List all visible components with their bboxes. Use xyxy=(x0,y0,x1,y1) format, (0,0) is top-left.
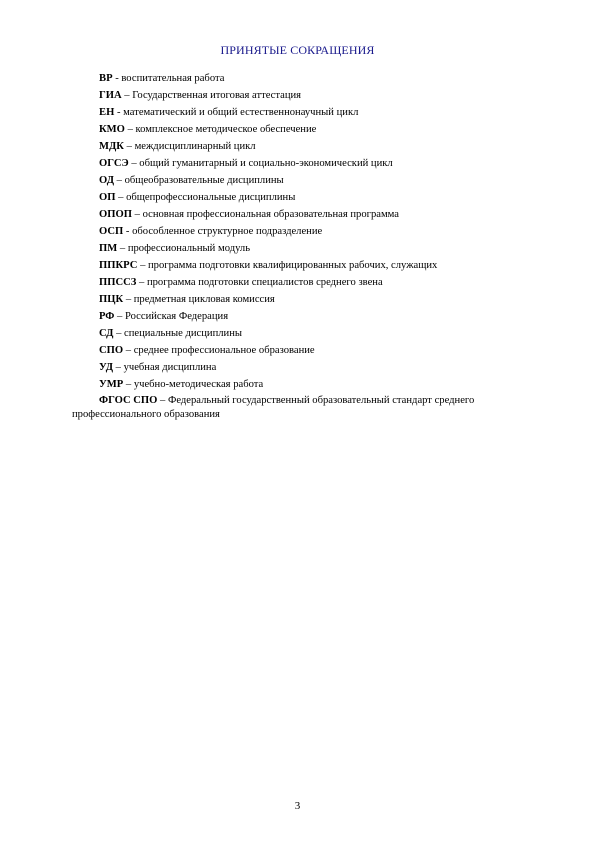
abbreviation-definition: обособленное структурное подразделение xyxy=(132,226,323,237)
abbreviation-term: МДК xyxy=(99,141,124,152)
abbreviation-separator: – xyxy=(137,260,149,271)
abbreviation-separator: – xyxy=(123,294,134,305)
abbreviation-term: ППКРС xyxy=(99,260,138,271)
abbreviation-separator: – xyxy=(117,243,128,254)
abbreviation-item xyxy=(99,291,539,308)
abbreviation-term: ПМ xyxy=(99,243,118,254)
abbreviation-term: ОПОП xyxy=(99,209,132,220)
abbreviation-term: ППССЗ xyxy=(99,277,137,288)
abbreviation-item xyxy=(99,87,539,104)
abbreviation-definition: специальные дисциплины xyxy=(124,328,242,339)
abbreviation-item xyxy=(99,206,539,223)
abbreviation-separator: – xyxy=(114,311,125,322)
page-number: 3 xyxy=(294,800,301,812)
abbreviation-item xyxy=(99,325,539,342)
abbreviation-separator: – xyxy=(114,175,125,186)
abbreviation-term: УД xyxy=(99,362,113,373)
abbreviation-separator: – xyxy=(157,395,168,406)
abbreviation-separator: - xyxy=(114,107,124,118)
abbreviation-definition: программа подготовки квалифицированных рабочих, служащих xyxy=(148,260,438,271)
abbreviation-term: СПО xyxy=(99,345,124,356)
abbreviation-term: ОП xyxy=(99,192,116,203)
abbreviation-item xyxy=(99,104,539,121)
abbreviation-item xyxy=(99,257,539,274)
abbreviation-separator: – xyxy=(136,277,147,288)
abbreviation-list xyxy=(99,70,539,393)
abbreviation-definition: среднее профессиональное образование xyxy=(133,345,315,356)
abbreviation-term: ГИА xyxy=(99,90,122,101)
abbreviation-definition: учебная дисциплина xyxy=(123,362,217,373)
abbreviation-item xyxy=(99,359,539,376)
abbreviation-term: ВР xyxy=(99,73,113,84)
abbreviation-term: ОГСЭ xyxy=(99,158,129,169)
abbreviation-definition: междисциплинарный цикл xyxy=(134,141,256,152)
abbreviation-term: СД xyxy=(99,328,114,339)
abbreviation-item xyxy=(99,240,539,257)
abbreviation-separator: – xyxy=(115,192,127,203)
abbreviation-item xyxy=(99,189,539,206)
page-title: ПРИНЯТЫЕ СОКРАЩЕНИЯ xyxy=(220,43,375,57)
abbreviation-definition: предметная цикловая комиссия xyxy=(133,294,275,305)
abbreviation-definition: комплексное методическое обеспечение xyxy=(135,124,317,135)
abbreviation-definition: программа подготовки специалистов среднего звена xyxy=(146,277,383,288)
abbreviation-definition: профессиональный модуль xyxy=(127,243,251,254)
abbreviation-separator: – xyxy=(113,328,125,339)
abbreviation-definition: основная профессиональная образовательная программа xyxy=(142,209,400,220)
abbreviation-definition: математический и общий естественнонаучный цикл xyxy=(123,107,359,118)
abbreviation-definition: учебно-методическая работа xyxy=(133,379,264,390)
abbreviation-term: ПЦК xyxy=(99,294,124,305)
abbreviation-item xyxy=(99,70,539,87)
abbreviation-definition: Государственная итоговая аттестация xyxy=(132,90,302,101)
abbreviation-separator: – xyxy=(113,362,124,373)
abbreviation-term: ОСП xyxy=(99,226,124,237)
abbreviation-term: ФГОС СПО xyxy=(99,395,158,406)
abbreviation-separator: – xyxy=(121,90,133,101)
abbreviation-term: КМО xyxy=(99,124,125,135)
abbreviation-separator: - xyxy=(123,226,133,237)
abbreviation-item xyxy=(99,172,539,189)
abbreviation-term: ОД xyxy=(99,175,115,186)
abbreviation-definition: общепрофессиональные дисциплины xyxy=(126,192,296,203)
abbreviation-item xyxy=(99,376,539,393)
abbreviation-item xyxy=(99,308,539,325)
abbreviation-definition: общеобразовательные дисциплины xyxy=(124,175,284,186)
abbreviation-separator: – xyxy=(123,141,135,152)
abbreviation-term: ЕН xyxy=(99,107,115,118)
abbreviation-item xyxy=(99,121,539,138)
abbreviation-item-fgos-spo xyxy=(72,394,512,422)
abbreviation-separator: – xyxy=(123,345,134,356)
abbreviation-separator: – xyxy=(123,379,134,390)
abbreviation-definition: воспитательная работа xyxy=(121,73,225,84)
abbreviation-term: УМР xyxy=(99,379,124,390)
abbreviation-item xyxy=(99,223,539,240)
abbreviation-separator: – xyxy=(128,158,140,169)
abbreviation-term: РФ xyxy=(99,311,115,322)
abbreviation-definition: общий гуманитарный и социально-экономический цикл xyxy=(139,158,393,169)
abbreviation-separator: - xyxy=(112,73,122,84)
abbreviation-definition: Российская Федерация xyxy=(124,311,229,322)
abbreviation-item xyxy=(99,342,539,359)
abbreviation-definition: Федеральный государственный образовательный стандарт среднего профессионального образования xyxy=(72,395,475,420)
abbreviation-item xyxy=(99,138,539,155)
abbreviation-separator: – xyxy=(131,209,143,220)
abbreviation-separator: – xyxy=(124,124,136,135)
abbreviation-item xyxy=(99,155,539,172)
abbreviation-item xyxy=(99,274,539,291)
